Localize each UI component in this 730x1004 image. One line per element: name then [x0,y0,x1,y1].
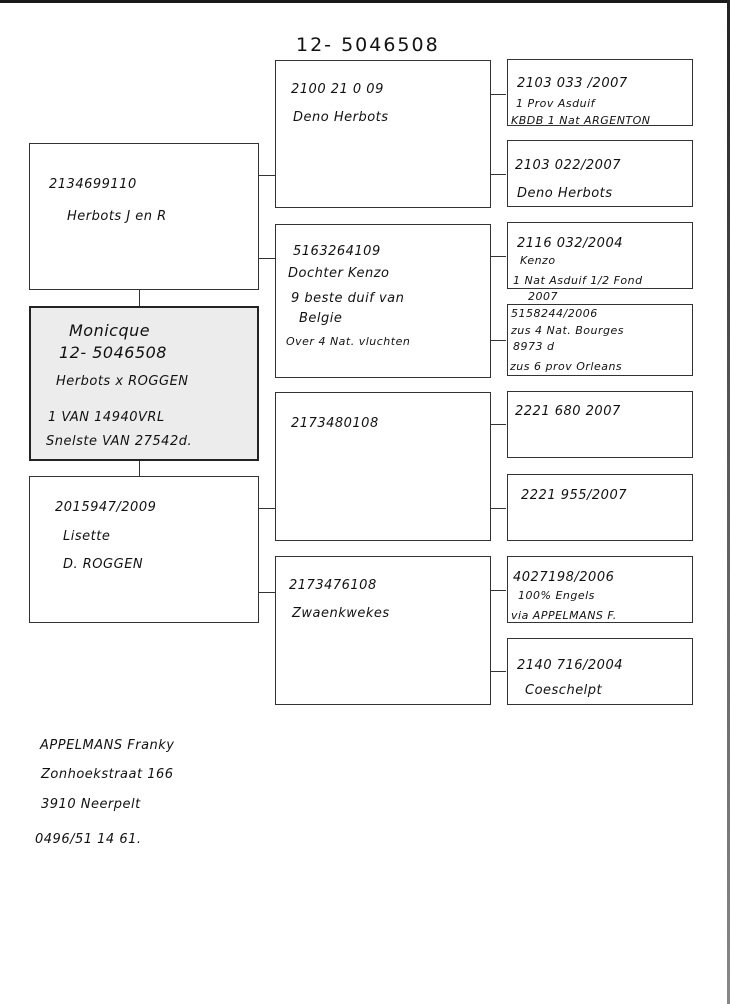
sds-line-3: 2007 [528,290,558,303]
sdd-ring: 5158244/2006 [511,307,598,320]
dds-line-1: 100% Engels [518,589,595,602]
sd-line-3: Belgie [299,311,343,326]
sss-line-1: 1 Prov Asduif [516,97,596,110]
dd-box [275,556,491,705]
sd-box [275,224,491,378]
ssd-ring: 2103 022/2007 [515,158,621,173]
dd-name: Zwaenkwekes [292,606,390,621]
sdd-box [507,304,693,376]
connector-ss-ssd [490,174,506,175]
connector-dam-dd [258,592,275,593]
connector-sire-ss [258,175,275,176]
sire-name: Herbots J en R [67,209,167,224]
connector-ds-dsd [490,508,506,509]
connector-subject-dam [139,460,140,477]
subject-result-2: Snelste VAN 27542d. [46,434,193,449]
sdd-line-1: zus 4 Nat. Bourges [511,324,624,337]
connector-sire-subject [139,289,140,307]
dd-ring: 2173476108 [289,578,377,593]
scan-edge-top [0,0,730,3]
ddd-line-1: Coeschelpt [525,683,603,698]
subject-result-1: 1 VAN 14940VRL [48,410,165,425]
ds-ring: 2173480108 [291,416,379,431]
breeder-name: APPELMANS Franky [40,738,175,753]
sire-box [29,143,259,290]
breeder-city: 3910 Neerpelt [41,797,141,812]
connector-ds-dss [490,424,506,425]
sd-line-2: 9 beste duif van [291,291,405,306]
dds-line-2: via APPELMANS F. [511,609,617,622]
ddd-box [507,638,693,705]
connector-sd-sdd [490,340,506,341]
dam-name: Lisette [63,529,111,544]
connector-ss-sss [490,94,506,95]
sd-ring: 5163264109 [293,244,381,259]
ssd-box [507,140,693,207]
breeder-street: Zonhoekstraat 166 [41,767,174,782]
connector-sd-sds [490,256,506,257]
subject-cross: Herbots x ROGGEN [56,374,189,389]
sss-line-2: KBDB 1 Nat ARGENTON [511,114,651,127]
dds-box [507,556,693,623]
sds-line-1: Kenzo [520,254,556,267]
dam-ring: 2015947/2009 [55,500,157,515]
connector-sire-sd [258,258,275,259]
sdd-line-2: 8973 d [513,340,555,353]
sd-line-4: Over 4 Nat. vluchten [286,335,411,348]
ssd-name: Deno Herbots [517,186,613,201]
sdd-line-3: zus 6 prov Orleans [510,360,623,373]
sds-line-2: 1 Nat Asduif 1/2 Fond [513,274,643,287]
connector-dam-ds [258,508,275,509]
sss-box [507,59,693,126]
subject-box [29,306,259,461]
pedigree-title: 12- 5046508 [296,34,440,56]
sds-box [507,222,693,303]
sss-ring: 2103 033 /2007 [517,76,628,91]
sire-ring: 2134699110 [49,177,137,192]
dsd-box [507,474,693,541]
ddd-ring: 2140 716/2004 [517,658,623,673]
ss-box [275,60,491,208]
dam-box [29,476,259,623]
dsd-ring: 2221 955/2007 [521,488,627,503]
ds-box [275,392,491,541]
connector-dd-dds [490,590,506,591]
subject-name: Monicque [69,321,151,340]
dds-ring: 4027198/2006 [513,570,615,585]
dss-ring: 2221 680 2007 [515,404,621,419]
ss-ring: 2100 21 0 09 [291,82,384,97]
subject-ring: 12- 5046508 [59,343,167,362]
sds-ring: 2116 032/2004 [517,236,623,251]
connector-dd-ddd [490,671,506,672]
sd-line-1: Dochter Kenzo [288,266,390,281]
ss-name: Deno Herbots [293,110,389,125]
breeder-phone: 0496/51 14 61. [35,832,142,847]
dam-owner: D. ROGGEN [63,557,144,572]
dss-box [507,391,693,458]
